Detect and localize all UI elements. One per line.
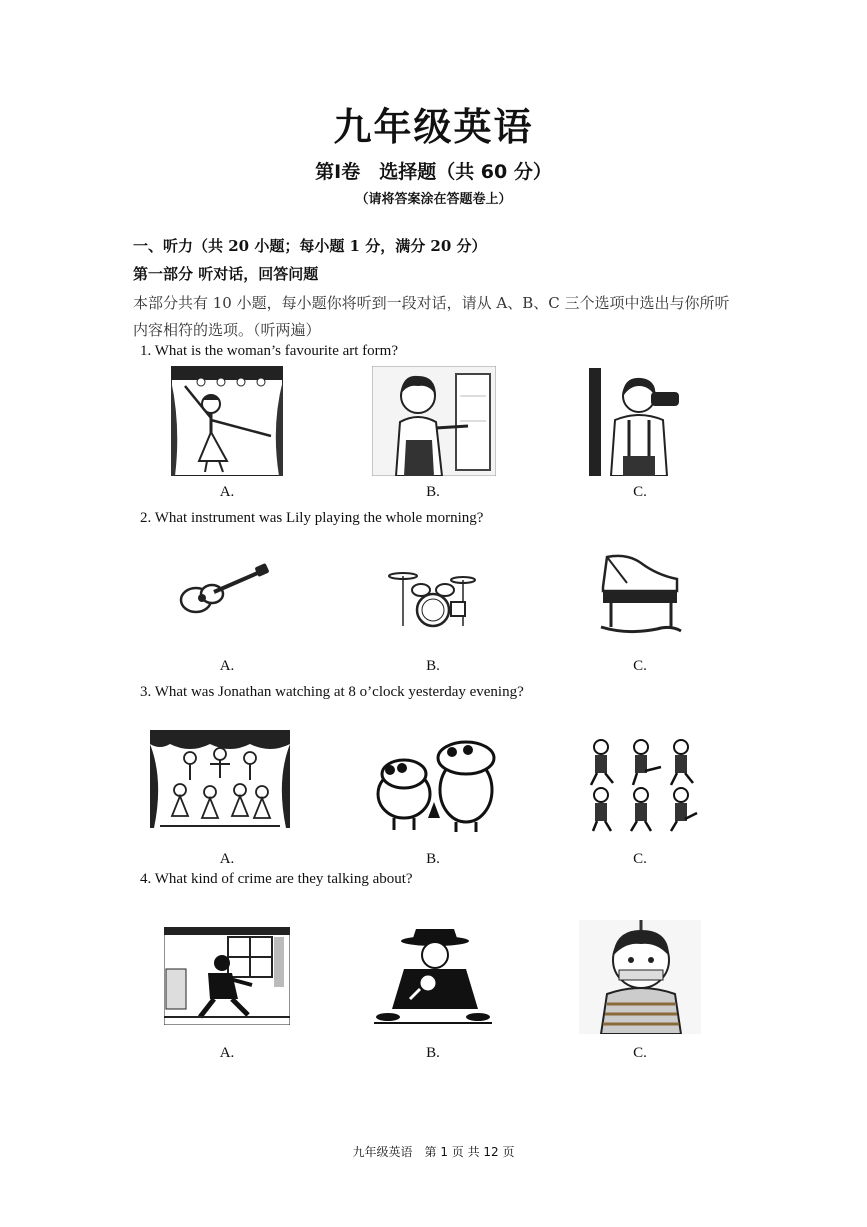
listening-heading: 一、听力（共 20 小题；每小题 1 分，满分 20 分） <box>133 237 487 255</box>
q2-image-c-piano[interactable] <box>597 553 683 635</box>
answer-note: （请将答案涂在答题卷上） <box>355 192 512 207</box>
q4-image-c-tied-boy[interactable] <box>579 920 701 1034</box>
q2-option-a[interactable]: A. <box>219 658 235 674</box>
q3-image-b-cartoon-pigs[interactable] <box>368 730 500 834</box>
q4-image-b-detective[interactable] <box>374 925 492 1025</box>
q2-image-b-drums[interactable] <box>387 566 477 630</box>
q1-option-b[interactable]: B. <box>426 484 440 500</box>
q3-option-c[interactable]: C. <box>633 851 647 867</box>
part-instructions: 本部分共有 10 小题，每小题你将听到一段对话，请从 A、B、C 三个选项中选出与你所听内容相符的选项。（听两遍） <box>133 294 730 339</box>
q1-option-a[interactable]: A. <box>219 484 235 500</box>
q2-image-a-guitar[interactable] <box>178 562 272 618</box>
question-3-text: 3. What was Jonathan watching at 8 o’clock yesterday evening? <box>140 684 524 700</box>
part-heading: 第一部分 听对话，回答问题 <box>133 265 319 283</box>
page-title: 九年级英语 <box>333 105 534 149</box>
q1-image-b-painting[interactable] <box>372 366 496 476</box>
question-2-text: 2. What instrument was Lily playing the whole morning? <box>140 510 484 526</box>
q3-option-b[interactable]: B. <box>426 851 440 867</box>
page-footer: 九年级英语 第 1 页 共 12 页 <box>352 1145 515 1159</box>
q4-option-c[interactable]: C. <box>633 1045 647 1061</box>
q3-image-a-stage-show[interactable] <box>150 730 290 828</box>
q1-image-a-dancer[interactable] <box>171 366 283 476</box>
question-4-text: 4. What kind of crime are they talking about? <box>140 871 413 887</box>
q1-image-c-binoculars[interactable] <box>589 368 693 476</box>
q3-option-a[interactable]: A. <box>219 851 235 867</box>
q1-option-c[interactable]: C. <box>633 484 647 500</box>
question-1-text: 1. What is the woman’s favourite art form? <box>140 343 398 359</box>
q3-image-c-kung-fu[interactable] <box>583 737 699 833</box>
q4-option-b[interactable]: B. <box>426 1045 440 1061</box>
q4-option-a[interactable]: A. <box>219 1045 235 1061</box>
q2-option-c[interactable]: C. <box>633 658 647 674</box>
q2-option-b[interactable]: B. <box>426 658 440 674</box>
q4-image-a-burglar[interactable] <box>164 927 290 1025</box>
section-subtitle: 第Ⅰ卷 选择题（共 60 分） <box>315 161 552 183</box>
